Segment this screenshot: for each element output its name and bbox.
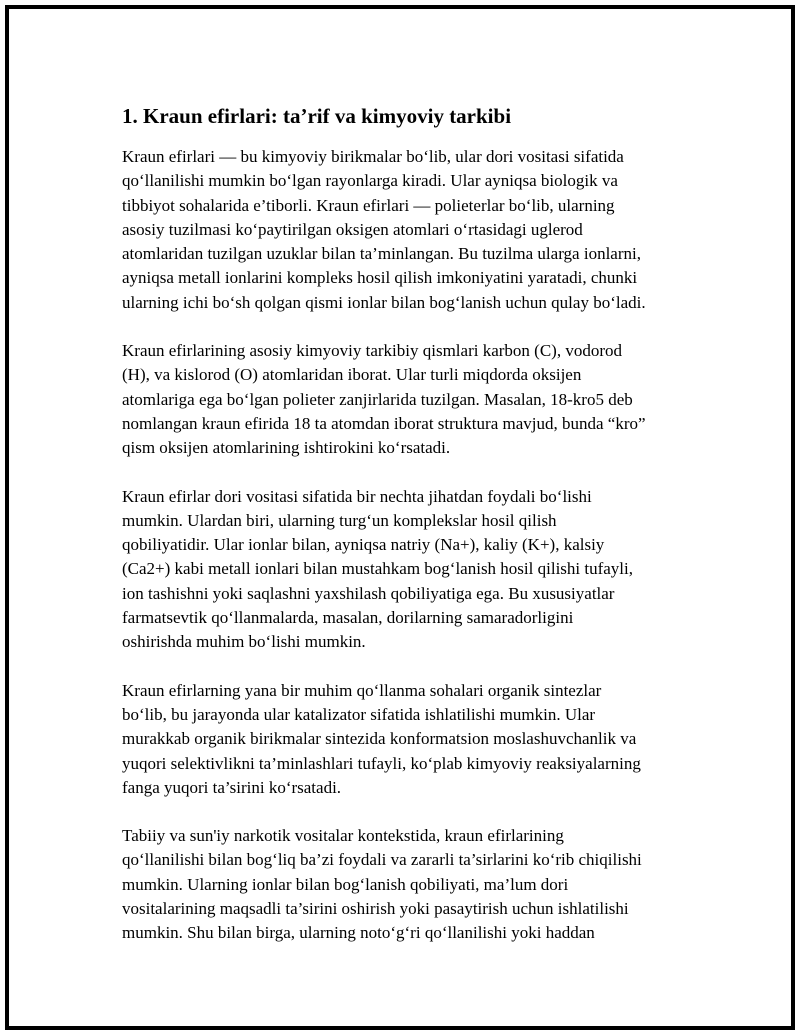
paragraph-line: ayniqsa metall ionlarini kompleks hosil qilish imkoniyatini yaratadi, chunki bbox=[122, 268, 638, 288]
paragraph-line: ularning ichi bo‘sh qolgan qismi ionlar bilan bog‘lanish uchun qulay bo‘ladi. bbox=[122, 292, 646, 312]
paragraph-line: mumkin. Ulardan biri, ularning turg‘un komplekslar hosil qilish bbox=[122, 510, 557, 530]
document-body bbox=[122, 101, 702, 970]
paragraph-line: qo‘llanilishi bilan bog‘liq ba’zi foydali va zararli ta’sirlarini ko‘rib chiqilishi bbox=[122, 850, 642, 870]
paragraph-line: Kraun efirlar dori vositasi sifatida bir nechta jihatdan foydali bo‘lishi bbox=[122, 486, 592, 506]
paragraph-line: (Ca2+) kabi metall ionlari bilan mustahkam bog‘lanish hosil qilishi tufayli, bbox=[122, 559, 634, 579]
paragraph-line: oshirishda muhim bo‘lishi mumkin. bbox=[122, 632, 366, 652]
paragraph-line: nomlangan kraun efirida 18 ta atomdan iborat struktura mavjud, bunda “kro” bbox=[122, 413, 646, 433]
paragraph-line: tibbiyot sohalarida e’tiborli. Kraun efirlari — polieterlar bo‘lib, ularning bbox=[122, 195, 615, 215]
paragraph-2 bbox=[122, 339, 702, 460]
section-heading: 1. Kraun efirlari: ta’rif va kimyoviy tarkibi bbox=[122, 104, 512, 128]
paragraph-line: asosiy tuzilmasi ko‘paytirilgan oksigen atomlari o‘rtasidagi uglerod bbox=[122, 219, 583, 239]
paragraph-line: bo‘lib, bu jarayonda ular katalizator sifatida ishlatilishi mumkin. Ular bbox=[122, 704, 596, 724]
paragraph-line: qo‘llanilishi mumkin bo‘lgan rayonlarga kiradi. Ular ayniqsa biologik va bbox=[122, 171, 618, 191]
paragraph-line: atomlariga ega bo‘lgan polieter zanjirlarida tuzilgan. Masalan, 18-kro5 deb bbox=[122, 389, 633, 409]
paragraph-line: mumkin. Shu bilan birga, ularning noto‘g‘ri qo‘llanilishi yoki haddan bbox=[122, 923, 595, 943]
paragraph-line: Kraun efirlarning yana bir muhim qo‘llanma sohalari organik sintezlar bbox=[122, 680, 602, 700]
paragraph-line: atomlaridan tuzilgan uzuklar bilan ta’minlangan. Bu tuzilma ularga ionlarni, bbox=[122, 244, 641, 264]
paragraph-line: qobiliyatidir. Ular ionlar bilan, ayniqsa natriy (Na+), kaliy (K+), kalsiy bbox=[122, 535, 605, 555]
paragraph-line: fanga yuqori ta’sirini ko‘rsatadi. bbox=[122, 777, 342, 797]
paragraph-5 bbox=[122, 824, 702, 945]
paragraph-line: murakkab organik birikmalar sintezida konformatsion moslashuvchanlik va bbox=[122, 729, 637, 749]
paragraph-3 bbox=[122, 485, 702, 655]
paragraph-line: yuqori selektivlikni ta’minlashlari tufayli, ko‘plab kimyoviy reaksiyalarning bbox=[122, 753, 641, 773]
paragraph-line: Tabiiy va sun'iy narkotik vositalar kontekstida, kraun efirlarining bbox=[122, 826, 564, 846]
paragraph-4 bbox=[122, 679, 702, 800]
paragraph-line: (H), va kislorod (O) atomlaridan iborat. Ular turli miqdorda oksijen bbox=[122, 365, 582, 385]
paragraph-line: farmatsevtik qo‘llanmalarda, masalan, dorilarning samaradorligini bbox=[122, 608, 574, 628]
paragraph-line: Kraun efirlarining asosiy kimyoviy tarkibiy qismlari karbon (C), vodorod bbox=[122, 341, 622, 361]
paragraph-line: qism oksijen atomlarining ishtirokini ko‘rsatadi. bbox=[122, 438, 451, 458]
paragraph-line: ion tashishni yoki saqlashni yaxshilash qobiliyatiga ega. Bu xususiyatlar bbox=[122, 583, 615, 603]
paragraph-line: Kraun efirlari — bu kimyoviy birikmalar bo‘lib, ular dori vositasi sifatida bbox=[122, 147, 624, 166]
page-frame bbox=[5, 5, 795, 1030]
paragraph-line: mumkin. Ularning ionlar bilan bog‘lanish qobiliyati, ma’lum dori bbox=[122, 874, 569, 894]
paragraph-1 bbox=[122, 145, 702, 315]
paragraph-line: vositalarining maqsadli ta’sirini oshirish yoki pasaytirish uchun ishlatilishi bbox=[122, 899, 629, 919]
